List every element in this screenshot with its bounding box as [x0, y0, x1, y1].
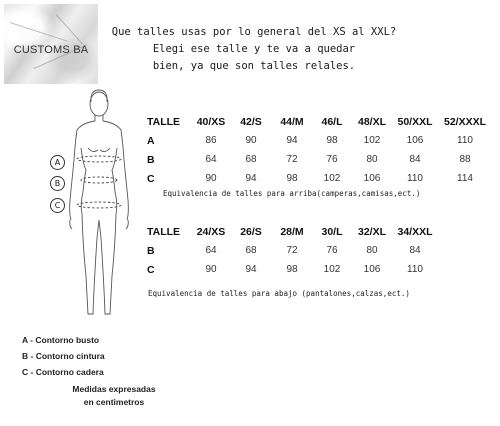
legend-item: B - Contorno cintura: [22, 351, 105, 361]
table-cell: 64: [205, 245, 217, 256]
brand-name: CUSTOMS BA: [13, 44, 89, 56]
table-cell: 102: [323, 173, 341, 184]
column-header: 46/L: [321, 115, 343, 128]
row-label: C: [147, 263, 155, 276]
marker-a: A: [50, 155, 65, 170]
table-cell: 90: [245, 135, 257, 146]
row-label: C: [147, 172, 155, 185]
column-header: 42/S: [240, 115, 262, 128]
table-header-row: [143, 222, 437, 241]
table-row: [143, 169, 493, 188]
measurement-legend: [22, 332, 105, 380]
column-header: 50/XXL: [397, 115, 433, 128]
intro-line: Elegi ese talle y te va a quedar: [152, 43, 356, 55]
table-header-row: [143, 112, 493, 131]
table-cell: 106: [406, 135, 424, 146]
table-cell: 80: [366, 245, 378, 256]
table-cell: 72: [286, 154, 298, 165]
units-note: [62, 383, 166, 409]
table-cell: 102: [363, 135, 381, 146]
bottom-table-note: Equivalencia de talles para abajo (pantalones,calzas,ect.): [148, 289, 410, 298]
table-row: [143, 150, 493, 169]
top-size-table: [143, 112, 493, 188]
row-label: A: [147, 134, 155, 147]
table-cell: 94: [286, 135, 298, 146]
intro-line: Que talles usas por lo general del XS al XXL?: [111, 26, 397, 38]
column-header: 24/XS: [196, 225, 226, 238]
column-header: 44/M: [280, 115, 304, 128]
table-cell: 84: [409, 154, 421, 165]
table-cell: 68: [245, 154, 257, 165]
column-header: 52/XXXL: [443, 115, 487, 128]
column-header: 40/XS: [196, 115, 226, 128]
table-cell: 98: [286, 173, 298, 184]
table-cell: 110: [407, 264, 423, 275]
table-cell: 94: [245, 173, 257, 184]
table-cell: 80: [366, 154, 378, 165]
column-header: 28/M: [280, 225, 304, 238]
marker-c: C: [50, 198, 65, 213]
row-label: B: [147, 153, 155, 166]
table-row: [143, 131, 493, 150]
column-header: 32/XL: [357, 225, 386, 238]
table-cell: 90: [205, 264, 217, 275]
table-cell: 84: [409, 245, 421, 256]
table-cell: 68: [245, 245, 257, 256]
table-cell: 98: [326, 135, 338, 146]
bottom-size-table: [143, 222, 437, 279]
table-cell: 90: [205, 173, 217, 184]
table-cell: 64: [205, 154, 217, 165]
table-cell: 72: [286, 245, 298, 256]
table-cell: 94: [245, 264, 257, 275]
column-header: 48/XL: [357, 115, 386, 128]
table-row: [143, 260, 437, 279]
table-cell: 102: [323, 264, 341, 275]
column-header: 26/S: [240, 225, 262, 238]
marker-b: B: [50, 176, 65, 191]
top-table-note: Equivalencia de talles para arriba(camperas,camisas,ect.): [163, 189, 421, 198]
row-label: B: [147, 244, 155, 257]
table-cell: 114: [457, 173, 473, 184]
table-cell: 98: [286, 264, 298, 275]
units-note-line: en centimetros: [83, 397, 145, 407]
table-row: [143, 241, 437, 260]
column-header: 34/XXL: [397, 225, 433, 238]
column-header: TALLE: [147, 225, 181, 238]
table-cell: 110: [407, 173, 423, 184]
table-cell: 110: [457, 135, 473, 146]
table-cell: 86: [205, 135, 217, 146]
column-header: 30/L: [321, 225, 343, 238]
table-cell: 76: [326, 245, 338, 256]
table-cell: 76: [326, 154, 338, 165]
units-note-line: Medidas expresadas: [72, 384, 156, 394]
intro-text: [108, 24, 400, 75]
table-cell: 106: [363, 173, 381, 184]
table-cell: 106: [363, 264, 381, 275]
brand-logo: [4, 4, 98, 84]
legend-item: A - Contorno busto: [22, 335, 100, 345]
column-header: TALLE: [147, 115, 181, 128]
intro-line: bien, ya que son talles relales.: [152, 60, 356, 72]
legend-item: C - Contorno cadera: [22, 367, 104, 377]
table-cell: 88: [459, 154, 471, 165]
